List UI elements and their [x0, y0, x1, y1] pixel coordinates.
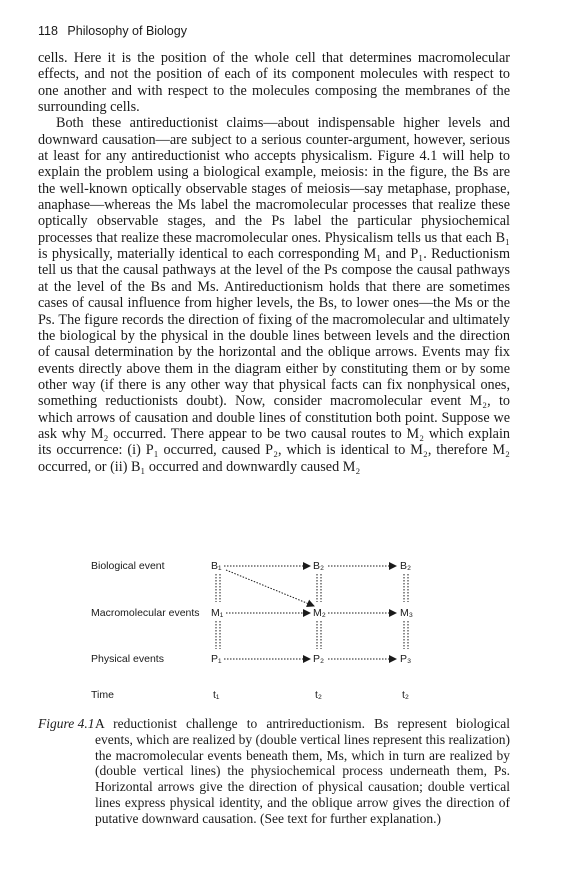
body-text — [38, 50, 510, 475]
running-head — [38, 24, 187, 38]
row-label-biological: Biological event — [91, 560, 165, 572]
paragraph: Both these antireductionist claims—about indispensable higher levels and downward causation—are subject to a serious counter-argument, however, serious at least for any antireductionist who accepts physicalism. Figure 4.1 will help to explain the problem using a biological example, meiosis: in the figure, the Bs are the well-known optically observable stages of meiosis—say metaphase, prophase, anaphase—whereas the Ms label the macromolecular processes that realize these optically observable stages, and the Ps label the particular physiochemical processes that realize these macromolecular ones. Physicalism tells us that each B₁ is physically, materially identical to each corresponding M₁ and P₁. Reductionism tell us that the causal pathways at the level of the Ps compose the causal pathways at the level of the Bs and Ms. Antireductionism holds that there are sometimes cases of causal influence from higher levels, the Bs, to lower ones—the Ms or the Ps. The figure records the direction of fixing of the macromolecular and ultimately the biological by the physical in the double lines between levels and the direction of causal determination by the horizontal and the oblique arrows. Events may fix events directly above them in the diagram either by constituting them or by some other way (if there is any other way that physical facts can fix nonphysical ones, something reductionists doubt). Now, consider macromolecular event M₂, to which arrows of causation and double lines of constitution both point. Suppose we ask why M₂ occurred. There appear to be two causal routes to M₂ which explain its occurrence: (i) P₁ occurred, caused P₂, which is identical to M₂, therefore M₂ occurred, or (ii) B₁ occurred and downwardly caused M₂ — [38, 115, 510, 475]
node-b1: B₁ — [211, 560, 222, 572]
node-m3: M₃ — [400, 607, 414, 619]
node-m2: M₂ — [313, 607, 326, 619]
time-t2: t₂ — [315, 689, 322, 701]
node-p1: P₁ — [211, 653, 222, 665]
caption-text: A reductionist challenge to antrireductionism. Bs represent biological events, which are realized by (double vertical lines represent this realization) the macromolecular events beneath them, Ms, which in turn are realized by (double vertical lines) the physiochemical process underneath them, Ps. Horizontal arrows give the direction of physical causation; double vertical lines express physical identity, and the oblique arrow gives the direction of putative downward causation. (See text for further explanation.) — [95, 716, 510, 826]
running-head-title: Philosophy of Biology — [67, 24, 187, 38]
figure-caption — [38, 716, 510, 827]
time-t3: t₂ — [402, 689, 409, 701]
node-p2: P₂ — [313, 653, 325, 665]
node-b2: B₂ — [313, 560, 325, 572]
caption-label: Figure 4.1 — [38, 716, 95, 731]
row-label-macromolecular: Macromolecular events — [91, 607, 200, 619]
row-label-physical: Physical events — [91, 653, 164, 665]
node-p3: P₃ — [400, 653, 412, 665]
figure-4-1 — [0, 550, 567, 720]
downward-causation-arrow — [226, 570, 314, 606]
time-t1: t₁ — [213, 689, 220, 701]
paragraph: cells. Here it is the position of the whole cell that determines macromolecular effects, and not the position of each of its component molecules with respect to one another and with respect to the molecules composing the membranes of the surrounding cells. — [38, 50, 510, 116]
node-m1: M₁ — [211, 607, 224, 619]
node-b3: B₂ — [400, 560, 412, 572]
page-number: 118 — [38, 24, 58, 38]
figure-diagram — [0, 550, 567, 720]
row-label-time: Time — [91, 689, 114, 701]
